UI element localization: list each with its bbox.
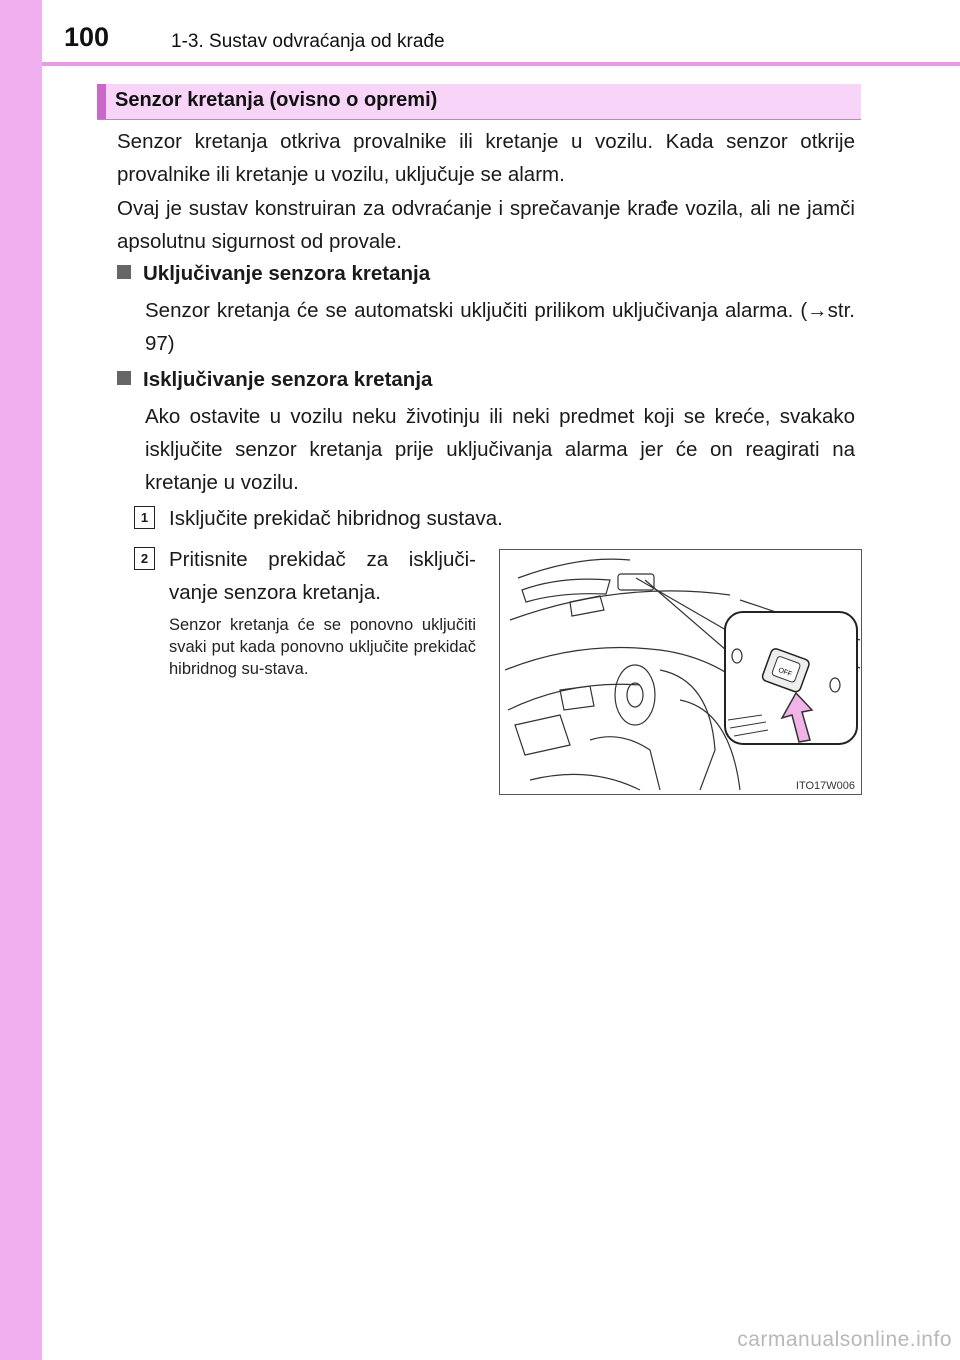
deactivate-paragraph: Ako ostavite u vozilu neku životinju ili neki predmet koji se kreće, svakako isključite senzor kretanja prije uključivanja alarma jer će on reagirati na kretanje u vozilu.	[145, 405, 855, 494]
subheading-activate	[117, 262, 430, 286]
step-1-text: Isključite prekidač hibridnog sustava.	[169, 507, 503, 530]
intro-paragraph-1: Senzor kretanja otkriva provalnike ili kretanje u vozilu. Kada senzor otkrije provalnike ili kretanje u vozilu, uključuje se alarm.	[117, 130, 855, 186]
step-2-note: Senzor kretanja će se ponovno uključiti svaki put kada ponovno uključite prekidač hibridnog su-stava.	[169, 616, 476, 678]
section-heading-accent	[97, 84, 106, 119]
section-heading	[97, 84, 861, 120]
switch-off-label: OFF	[777, 666, 793, 679]
watermark: carmanualsonline.info	[737, 1328, 952, 1351]
subheading-deactivate-label: Isključivanje senzora kretanja	[143, 368, 433, 391]
step-number-badge: 2	[134, 547, 155, 570]
step-number-badge: 1	[134, 506, 155, 529]
cabin-line-drawing	[500, 550, 861, 794]
chapter-title: 1-3. Sustav odvraćanja od krađe	[171, 31, 445, 52]
cabin-illustration	[499, 549, 862, 795]
square-bullet-icon	[117, 265, 131, 279]
header-rule	[42, 62, 960, 66]
step-2-text: Pritisnite prekidač za isključi-vanje senzora kretanja.	[169, 548, 476, 604]
intro-paragraph-2: Ovaj je sustav konstruiran za odvraćanje i sprečavanje krađe vozila, ali ne jamči apsolutnu sigurnost od provale.	[117, 197, 855, 253]
subheading-deactivate	[117, 368, 432, 392]
section-title: Senzor kretanja (ovisno o opremi)	[115, 89, 438, 111]
page-number: 100	[64, 22, 110, 52]
illustration-code: ITO17W006	[795, 780, 855, 792]
square-bullet-icon	[117, 371, 131, 385]
side-tab-bar	[0, 0, 42, 1360]
activate-paragraph: Senzor kretanja će se automatski uključiti prilikom uključivanja alarma. (→str. 97)	[145, 299, 855, 355]
subheading-activate-label: Uključivanje senzora kretanja	[143, 262, 431, 285]
